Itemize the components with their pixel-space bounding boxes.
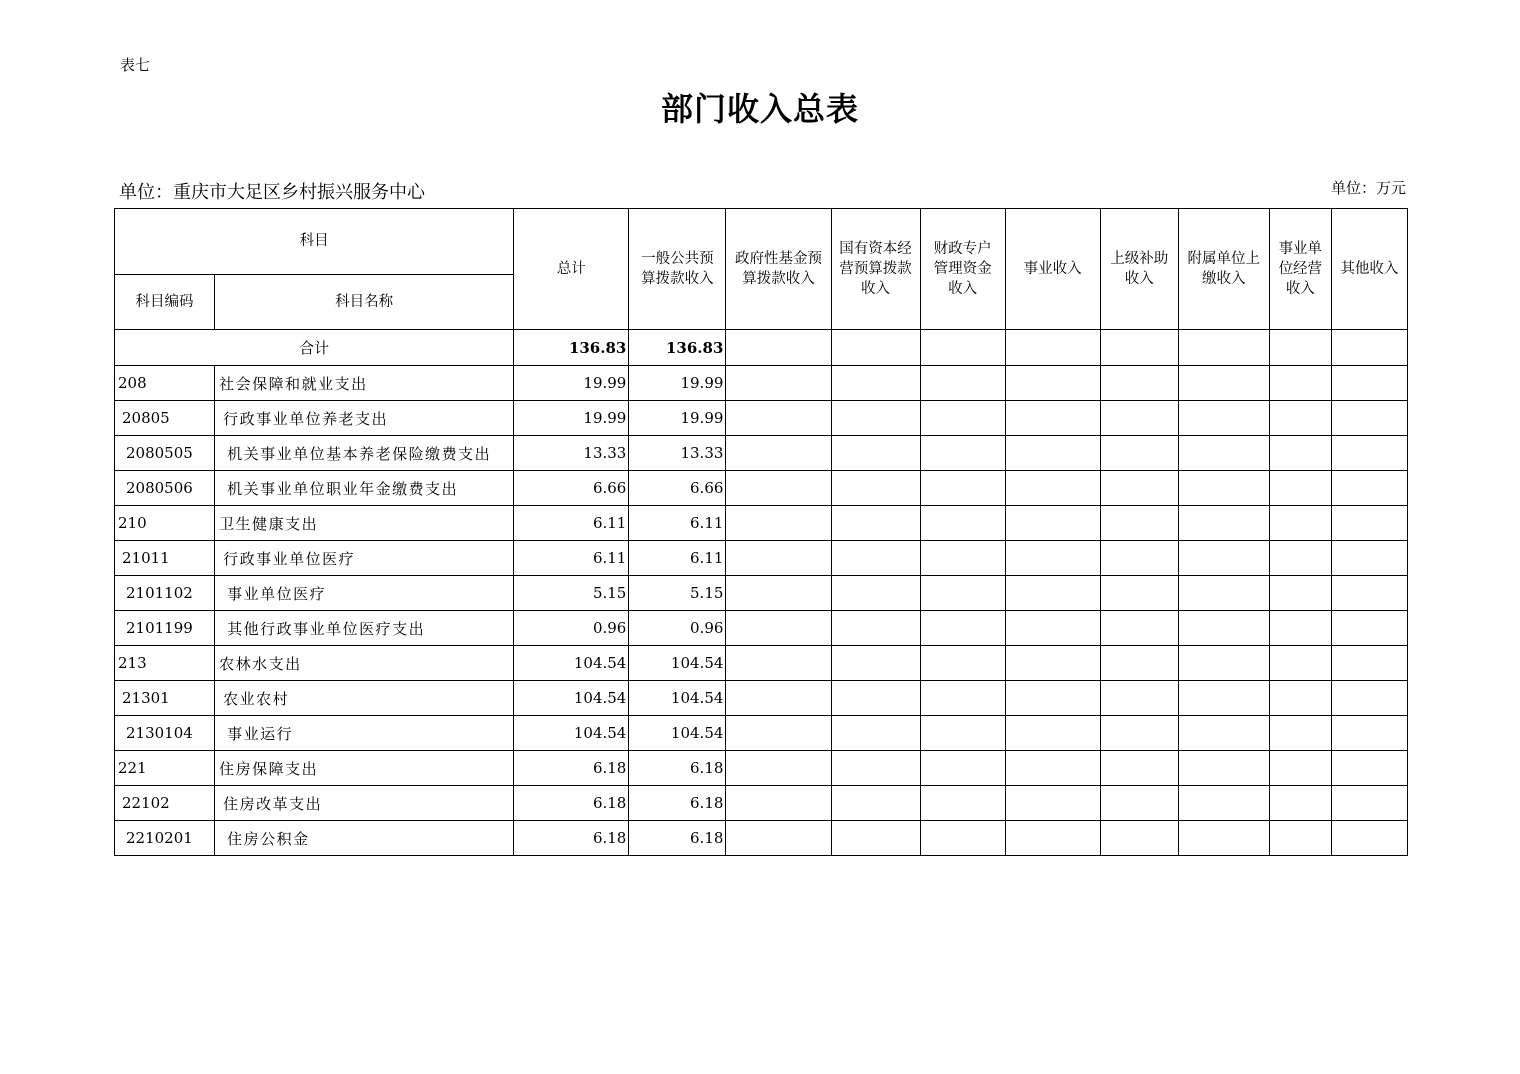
subject-name: 住房公积金 [215,821,514,856]
empty-cell [920,330,1005,366]
empty-cell [1100,506,1178,541]
subject-name: 事业单位医疗 [215,576,514,611]
empty-cell [726,786,831,821]
empty-cell [1331,471,1407,506]
header-line: 收入 [861,281,891,297]
empty-cell [920,611,1005,646]
empty-cell [920,366,1005,401]
empty-cell [1269,716,1331,751]
header-superior-subsidy [1100,209,1178,330]
empty-cell [831,576,920,611]
header-line: 一般公共预 [641,251,714,267]
header-gov-fund [726,209,831,330]
empty-cell [1005,821,1100,856]
empty-cell [1005,506,1100,541]
empty-cell [1005,576,1100,611]
subject-name: 行政事业单位养老支出 [215,401,514,436]
empty-cell [1005,716,1100,751]
header-affiliated-units [1178,209,1269,330]
empty-cell [1269,751,1331,786]
row-general-budget: 6.11 [629,506,726,541]
subject-name: 住房保障支出 [215,751,514,786]
empty-cell [831,506,920,541]
empty-cell [1100,576,1178,611]
empty-cell [1178,681,1269,716]
header-total [514,209,629,330]
empty-cell [1100,541,1178,576]
row-total: 6.66 [514,471,629,506]
header-line: 上级补助 [1110,251,1169,267]
subject-code: 21301 [115,681,215,716]
table-row [115,821,1408,856]
empty-cell [831,681,920,716]
subject-code: 2080505 [115,436,215,471]
subject-name: 机关事业单位职业年金缴费支出 [215,471,514,506]
table-row [115,366,1408,401]
empty-cell [1269,681,1331,716]
empty-cell [726,576,831,611]
empty-cell [1269,821,1331,856]
empty-cell [1269,786,1331,821]
table-row [115,401,1408,436]
total-value: 136.83 [514,330,629,366]
table-number: 表七 [120,56,151,74]
empty-cell [920,401,1005,436]
unit-currency: 单位：万元 [1330,179,1406,197]
empty-cell [1178,611,1269,646]
row-general-budget: 6.18 [629,821,726,856]
table-row [115,681,1408,716]
header-line: 收入 [1285,281,1315,297]
empty-cell [831,541,920,576]
empty-cell [1005,646,1100,681]
empty-cell [831,366,920,401]
subject-code: 2101199 [115,611,215,646]
header-line: 收入 [948,281,978,297]
empty-cell [1331,436,1407,471]
subject-code: 208 [115,366,215,401]
empty-cell [831,401,920,436]
empty-cell [920,716,1005,751]
header-line: 管理资金 [933,261,992,277]
row-general-budget: 6.18 [629,786,726,821]
subject-code: 221 [115,751,215,786]
row-general-budget: 6.11 [629,541,726,576]
empty-cell [831,436,920,471]
header-line: 国有资本经 [839,241,912,257]
subject-name: 行政事业单位医疗 [215,541,514,576]
header-line: 附属单位上 [1187,251,1261,267]
table-row [115,471,1408,506]
empty-cell [1269,541,1331,576]
row-general-budget: 19.99 [629,401,726,436]
empty-cell [1100,716,1178,751]
row-general-budget: 104.54 [629,681,726,716]
empty-cell [1178,716,1269,751]
empty-cell [1331,821,1407,856]
header-operating-income [1269,209,1331,330]
empty-cell [1100,436,1178,471]
total-label: 合计 [115,330,514,366]
empty-cell [920,681,1005,716]
empty-cell [1178,436,1269,471]
empty-cell [1178,541,1269,576]
header-line: 营预算拨款 [839,261,912,277]
empty-cell [726,821,831,856]
empty-cell [1269,401,1331,436]
empty-cell [1005,786,1100,821]
empty-cell [1331,716,1407,751]
table-row [115,436,1408,471]
empty-cell [1005,611,1100,646]
header-line: 财政专户 [933,241,992,257]
empty-cell [726,330,831,366]
empty-cell [831,646,920,681]
empty-cell [726,611,831,646]
empty-cell [726,541,831,576]
empty-cell [920,436,1005,471]
subject-code: 22102 [115,786,215,821]
row-total: 19.99 [514,366,629,401]
empty-cell [1331,541,1407,576]
row-total: 6.18 [514,786,629,821]
empty-cell [1005,330,1100,366]
empty-cell [1269,646,1331,681]
table-row [115,716,1408,751]
empty-cell [920,471,1005,506]
total-row [115,330,1408,366]
header-line: 收入 [1124,271,1154,287]
row-general-budget: 6.66 [629,471,726,506]
header-line: 事业单 [1278,241,1323,257]
empty-cell [726,646,831,681]
row-total: 104.54 [514,681,629,716]
empty-cell [1269,506,1331,541]
empty-cell [1178,786,1269,821]
row-general-budget: 19.99 [629,366,726,401]
unit-organization: 单位：重庆市大足区乡村振兴服务中心 [119,182,425,203]
empty-cell [920,646,1005,681]
header-line: 位经营 [1278,261,1323,277]
empty-cell [1331,576,1407,611]
row-total: 104.54 [514,646,629,681]
subject-name: 农业农村 [215,681,514,716]
row-general-budget: 0.96 [629,611,726,646]
empty-cell [1269,366,1331,401]
subject-code: 213 [115,646,215,681]
empty-cell [726,506,831,541]
empty-cell [726,366,831,401]
empty-cell [1178,506,1269,541]
empty-cell [920,786,1005,821]
empty-cell [1178,751,1269,786]
empty-cell [1100,330,1178,366]
empty-cell [1178,401,1269,436]
subject-code: 210 [115,506,215,541]
subject-code: 21011 [115,541,215,576]
table-row [115,506,1408,541]
subject-code: 2080506 [115,471,215,506]
empty-cell [1178,821,1269,856]
empty-cell [920,821,1005,856]
row-general-budget: 104.54 [629,646,726,681]
row-total: 6.11 [514,506,629,541]
row-total: 6.18 [514,821,629,856]
empty-cell [726,471,831,506]
row-total: 13.33 [514,436,629,471]
empty-cell [831,716,920,751]
header-row-1 [115,209,1408,275]
header-line: 其他收入 [1340,261,1399,277]
empty-cell [1178,366,1269,401]
row-total: 0.96 [514,611,629,646]
empty-cell [1005,366,1100,401]
empty-cell [1269,611,1331,646]
subject-name: 其他行政事业单位医疗支出 [215,611,514,646]
empty-cell [1100,681,1178,716]
page-title: 部门收入总表 [660,90,859,128]
empty-cell [1331,646,1407,681]
empty-cell [1331,786,1407,821]
row-general-budget: 5.15 [629,576,726,611]
table-row [115,611,1408,646]
empty-cell [1100,751,1178,786]
header-total-label: 总计 [556,261,586,277]
empty-cell [831,821,920,856]
row-total: 5.15 [514,576,629,611]
empty-cell [1100,401,1178,436]
table-row [115,751,1408,786]
header-line: 算拨款收入 [641,271,714,287]
total-general-budget: 136.83 [629,330,726,366]
subject-code: 2210201 [115,821,215,856]
empty-cell [1005,751,1100,786]
table-row [115,786,1408,821]
empty-cell [1178,471,1269,506]
subject-code: 20805 [115,401,215,436]
header-special-account [920,209,1005,330]
row-total: 104.54 [514,716,629,751]
empty-cell [726,436,831,471]
empty-cell [1005,401,1100,436]
empty-cell [831,611,920,646]
header-line: 事业收入 [1023,261,1082,277]
empty-cell [1178,576,1269,611]
subject-name: 事业运行 [215,716,514,751]
empty-cell [831,471,920,506]
empty-cell [726,401,831,436]
empty-cell [1100,646,1178,681]
header-line: 政府性基金预 [734,251,822,267]
header-line: 算拨款收入 [742,271,815,287]
empty-cell [1178,330,1269,366]
empty-cell [920,751,1005,786]
header-subject-name: 科目名称 [215,275,514,330]
empty-cell [1331,401,1407,436]
empty-cell [1100,821,1178,856]
income-table [114,208,1408,856]
empty-cell [1331,506,1407,541]
subject-code: 2101102 [115,576,215,611]
empty-cell [1331,681,1407,716]
empty-cell [1100,471,1178,506]
subject-name: 机关事业单位基本养老保险缴费支出 [215,436,514,471]
header-other-income [1331,209,1407,330]
empty-cell [1269,576,1331,611]
empty-cell [831,786,920,821]
empty-cell [1269,471,1331,506]
row-general-budget: 13.33 [629,436,726,471]
empty-cell [726,751,831,786]
table-row [115,646,1408,681]
header-line: 缴收入 [1202,271,1246,287]
empty-cell [726,716,831,751]
table-row [115,576,1408,611]
subject-name: 社会保障和就业支出 [215,366,514,401]
header-business-income [1005,209,1100,330]
empty-cell [1269,330,1331,366]
row-general-budget: 104.54 [629,716,726,751]
empty-cell [1005,436,1100,471]
subject-name: 住房改革支出 [215,786,514,821]
subject-name: 卫生健康支出 [215,506,514,541]
empty-cell [1100,611,1178,646]
empty-cell [1100,366,1178,401]
empty-cell [1331,611,1407,646]
empty-cell [1331,330,1407,366]
empty-cell [1331,751,1407,786]
empty-cell [831,330,920,366]
row-total: 19.99 [514,401,629,436]
empty-cell [1005,541,1100,576]
empty-cell [1331,366,1407,401]
empty-cell [1005,471,1100,506]
row-total: 6.11 [514,541,629,576]
header-subject-code: 科目编码 [115,275,215,330]
empty-cell [831,751,920,786]
empty-cell [1005,681,1100,716]
header-general-budget [629,209,726,330]
header-state-capital [831,209,920,330]
table-row [115,541,1408,576]
subject-name: 农林水支出 [215,646,514,681]
empty-cell [920,541,1005,576]
empty-cell [1100,786,1178,821]
header-subject: 科目 [115,209,514,275]
empty-cell [726,681,831,716]
empty-cell [920,506,1005,541]
subject-code: 2130104 [115,716,215,751]
row-total: 6.18 [514,751,629,786]
empty-cell [920,576,1005,611]
row-general-budget: 6.18 [629,751,726,786]
empty-cell [1269,436,1331,471]
empty-cell [1178,646,1269,681]
